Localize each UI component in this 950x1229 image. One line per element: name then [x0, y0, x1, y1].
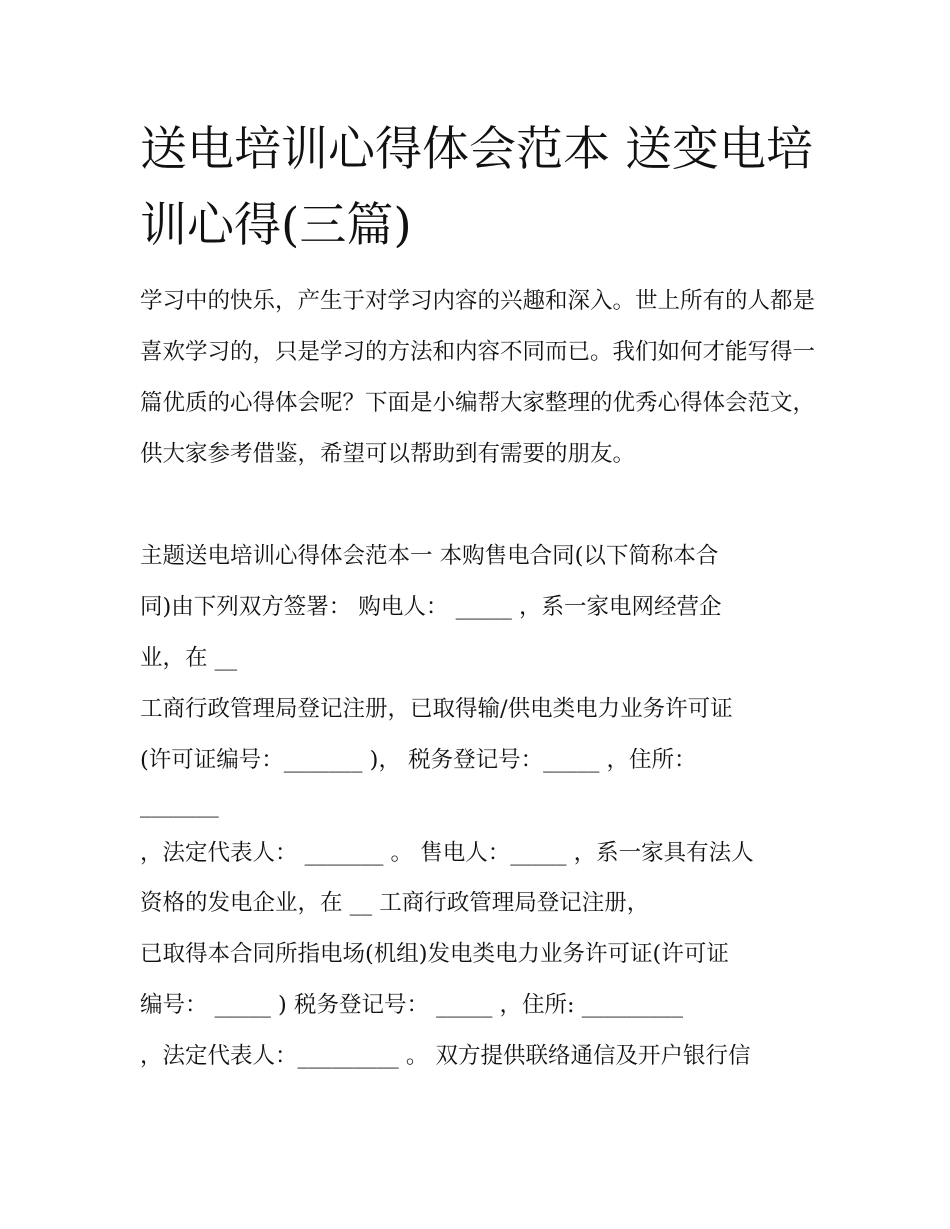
document-title: 送电培训心得体会范本 送变电培训心得(三篇) — [140, 122, 813, 253]
contract-line-7: ，法定代表人： _______ 。 售电人：_____ ，系一家具有法人 — [140, 840, 754, 866]
intro-paragraph: 学习中的快乐，产生于对学习内容的兴趣和深入。世上所有的人都是喜欢学习的，只是学习的方法和内容不同而已。我们如何才能写得一篇优质的心得体会呢？下面是小编帮大家整理的优秀心得体会范文，供大家参考借鉴，希望可以帮助到有需要的朋友。 — [140, 288, 816, 467]
contract-line-5: (许可证编号：_______ )， 税务登记号：_____ ，住所： — [140, 747, 697, 773]
contract-line-6: _______ — [140, 792, 219, 818]
contract-line-4: 工商行政管理局登记注册，已取得输/供电类电力业务许可证 — [140, 696, 733, 722]
contract-line-8: 资格的发电企业，在 __ 工商行政管理局登记注册， — [140, 890, 650, 916]
contract-line-11: ，法定代表人：_________ 。 双方提供联络通信及开户银行信 — [140, 1043, 751, 1069]
contract-line-2: 同)由下列双方签署： 购电人： _____ ，系一家电网经营企 — [140, 594, 722, 620]
contract-line-1: 主题送电培训心得体会范本一 本购售电合同(以下简称本合 — [140, 543, 719, 569]
contract-line-9: 已取得本合同所指电场(机组)发电类电力业务许可证(许可证 — [140, 941, 729, 967]
contract-line-10: 编号： _____ ) 税务登记号： _____ ，住所: _________ — [140, 992, 684, 1018]
contract-line-3: 业，在 __ — [140, 645, 238, 671]
